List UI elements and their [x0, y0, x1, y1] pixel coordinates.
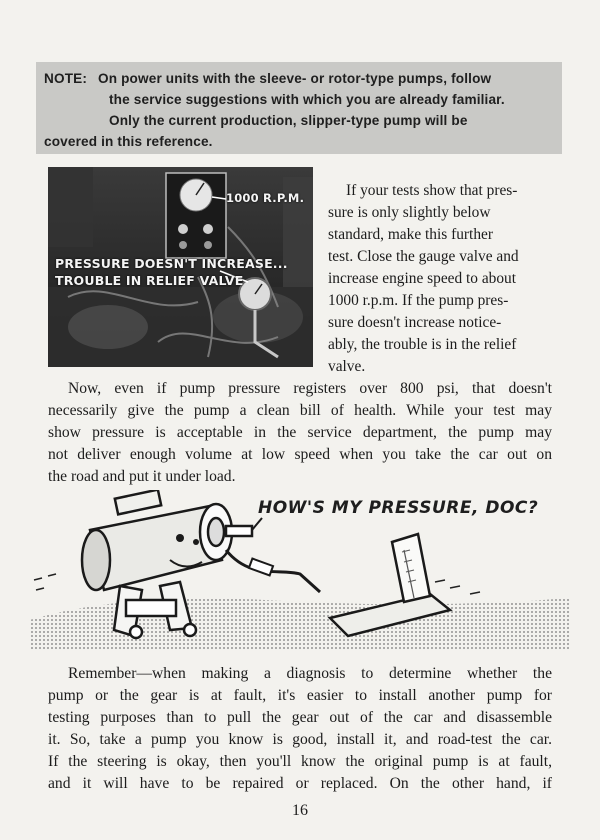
text-line: testing purposes than to pull the gear out of the car and disassemble — [48, 709, 552, 726]
diagnosis-paragraph — [48, 663, 552, 795]
text-line: and it will have to be repaired or replaced. On the other hand, if — [48, 775, 552, 792]
text-line: Now, even if pump pressure registers over 800 psi, that doesn't — [68, 380, 552, 397]
pump-pressure-paragraph — [48, 378, 552, 488]
text-line: 1000 r.p.m. If the pump pres- — [328, 292, 509, 309]
text-line: pump or the gear is at fault, it's easier to install another pump for — [48, 687, 552, 704]
text-line: the road and put it under load. — [48, 468, 236, 485]
text-line: If the steering is okay, then you'll know the original pump is at fault, — [48, 753, 552, 770]
text-line: sure is only slightly below — [328, 204, 491, 221]
text-line: ably, the trouble is in the relief — [328, 336, 517, 353]
note-line: On power units with the sleeve- or rotor-type pumps, follow — [98, 71, 492, 86]
page-number: 16 — [292, 802, 308, 819]
text-line: necessarily give the pump a clean bill of health. While your test may — [48, 402, 552, 419]
text-line: standard, make this further — [328, 226, 493, 243]
cartoon-speech-text: HOW'S MY PRESSURE, DOC? — [258, 498, 539, 518]
text-line: it. So, take a pump you know is good, install it, and road-test the car. — [48, 731, 552, 748]
photo-caption-line: TROUBLE IN RELIEF VALVE — [55, 273, 244, 288]
engine-test-photo — [48, 167, 313, 367]
rpm-label: 1000 R.P.M. — [226, 191, 305, 205]
note-line: the service suggestions with which you are already familiar. — [109, 92, 505, 107]
text-line: If your tests show that pres- — [346, 182, 518, 199]
text-line: not deliver enough volume at low speed when you take the car out on — [48, 446, 552, 463]
note-line: covered in this reference. — [44, 134, 213, 149]
text-line: show pressure is acceptable in the service department, the pump may — [48, 424, 552, 441]
relief-valve-paragraph — [328, 180, 548, 378]
text-line: Remember—when making a diagnosis to determine whether the — [68, 665, 552, 682]
text-line: sure doesn't increase notice- — [328, 314, 502, 331]
text-line: increase engine speed to about — [328, 270, 517, 287]
text-line: test. Close the gauge valve and — [328, 248, 519, 265]
note-label: NOTE: — [44, 71, 88, 86]
text-line: valve. — [328, 358, 366, 375]
note-line: Only the current production, slipper-type pump will be — [109, 113, 468, 128]
note-box — [36, 62, 562, 154]
photo-caption-line: PRESSURE DOESN'T INCREASE... — [55, 256, 288, 271]
